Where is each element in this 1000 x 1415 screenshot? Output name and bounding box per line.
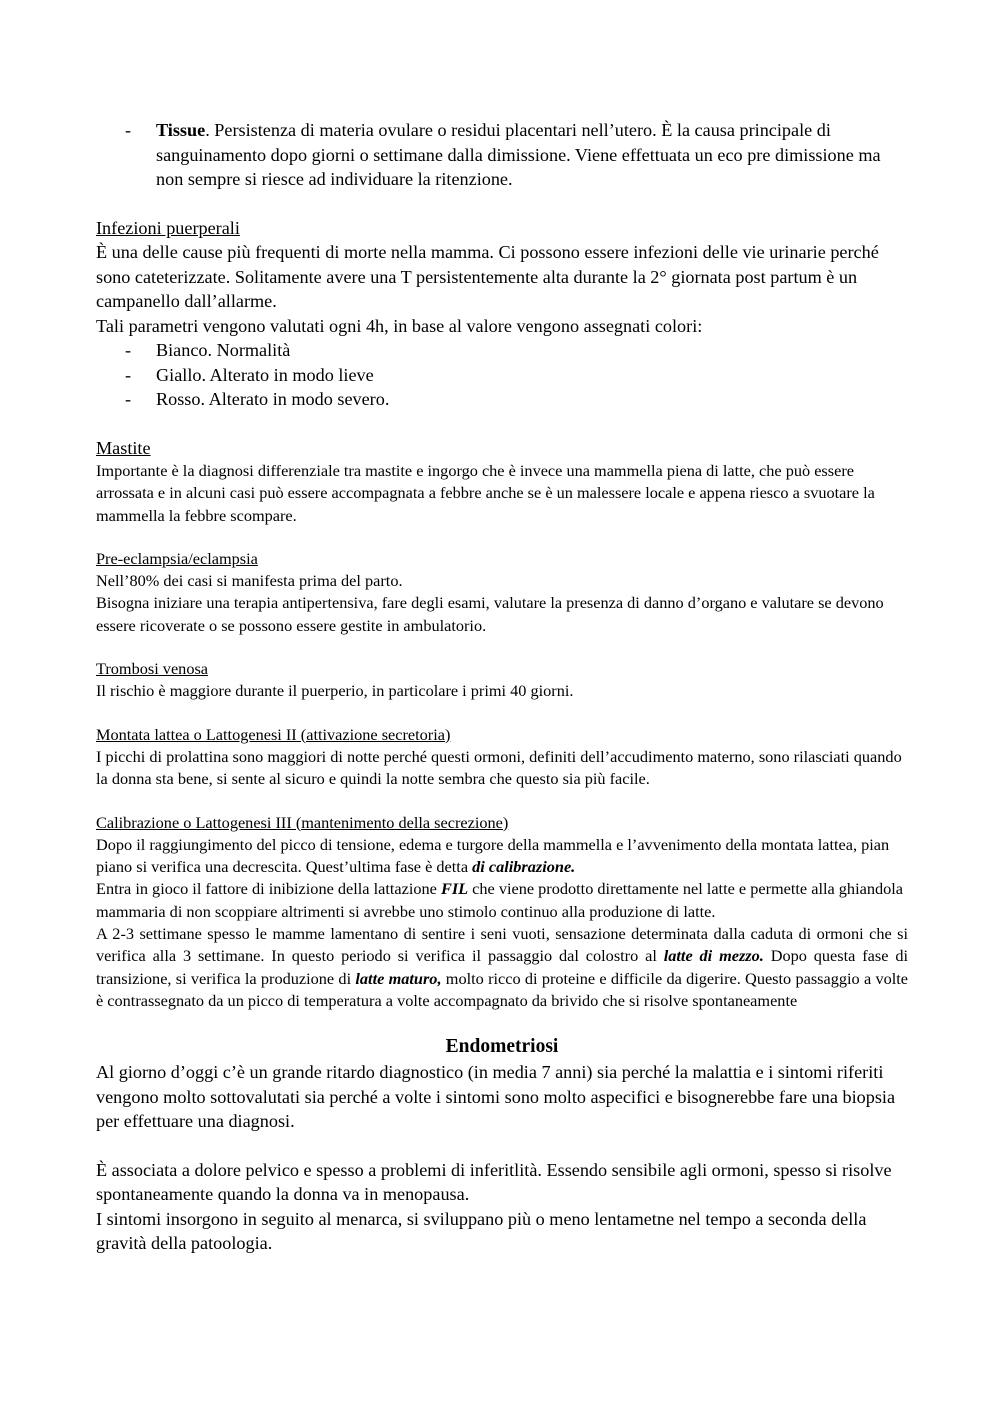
section-infezioni [96, 216, 908, 412]
emphasis: FIL [440, 879, 469, 899]
paragraph: Nell’80% dei casi si manifesta prima del parto. [96, 571, 403, 591]
section-heading: Infezioni puerperali [96, 217, 240, 238]
text-run: molto ricco di proteine e difficile da digerire. Questo passaggio a volte è contrassegnato da un picco di temperatura a volte accompagnato da brivido che si risolve spontaneamente [96, 968, 908, 1010]
paragraph: Il rischio è maggiore durante il puerperio, in particolare i primi 40 giorni. [96, 681, 574, 701]
section-montata-lattea [96, 724, 908, 791]
emphasis: latte di mezzo. [663, 946, 764, 966]
emphasis: di calibrazione. [472, 857, 576, 877]
text-run: Dopo il raggiungimento del picco di tensione, edema e turgore della mammella e l’avvenimento della montata lattea, pian piano si verifica una decrescita. Quest’ultima fase è detta [96, 834, 890, 877]
paragraph: I sintomi insorgono in seguito al menarca, si sviluppano più o meno lentametne nel tempo a seconda della gravità della patoologia. [96, 1208, 867, 1254]
section-endometriosi [96, 1034, 908, 1256]
section-trombosi [96, 658, 908, 703]
text-run: Entra in gioco il fattore di inibizione della lattazione [96, 879, 441, 899]
section-heading: Montata lattea o Lattogenesi II (attivazione secretoria) [96, 724, 451, 744]
paragraph: Bisogna iniziare una terapia antipertensiva, fare degli esami, valutare la presenza di danno d’organo e valutare se devono essere ricoverate o se possono essere gestite in ambulatorio. [96, 593, 884, 635]
section-heading: Calibrazione o Lattogenesi III (mantenimento della secrezione) [96, 812, 509, 832]
paragraph [96, 834, 908, 879]
section-mastite [96, 436, 908, 527]
paragraph [96, 923, 908, 1012]
paragraph: Importante è la diagnosi differenziale tra mastite e ingorgo che è invece una mammella piena di latte, che può essere arrossata e in alcuni casi può essere accompagnata a febbre anche se è un malessere locale e appena riesco a svuotare la mammella la febbre scompare. [96, 461, 875, 525]
section-heading: Trombosi venosa [96, 659, 209, 679]
section-preeclampsia [96, 548, 908, 637]
list-item: - Giallo. Alterato in modo lieve [96, 363, 908, 388]
list-item [96, 118, 908, 192]
text-run: A 2-3 settimane spesso le mamme lamentano di sentire i seni vuoti, sensazione determinata dalla caduta di ormoni che si verifica alla 3 settimane. In questo periodo si verifica il passaggio dal colostro al [96, 924, 908, 966]
tissue-list [96, 118, 908, 192]
tissue-text: . Persistenza di materia ovulare o residui placentari nell’utero. È la causa principale di sanguinamento dopo giorni o settimane dalla dimissione. Viene effettuata un eco pre dimissione ma non sempre si riesce ad individuare la ritenzione. [156, 120, 881, 189]
section-calibrazione [96, 812, 908, 1013]
section-heading: Pre-eclampsia/eclampsia [96, 548, 258, 568]
text-run: che viene prodotto direttamente nel latte e permette alla ghiandola mammaria di non scoppiare altrimenti si avrebbe uno stimolo continuo alla produzione di latte. [96, 879, 903, 921]
document-page [96, 118, 908, 1256]
paragraph: È associata a dolore pelvico e spesso a problemi di inferitlità. Essendo sensibile agli ormoni, spesso si risolve spontaneamente quando la donna va in menopausa. [96, 1159, 892, 1205]
paragraph: I picchi di prolattina sono maggiori di notte perché questi ormoni, definiti dell’accudimento materno, sono rilasciati quando la donna sta bene, si sente al sicuro e quindi la notte sembra che questo sia più facile. [96, 746, 902, 789]
color-list [96, 338, 908, 412]
paragraph [96, 878, 908, 923]
emphasis: latte maturo, [355, 968, 442, 988]
text-run: Dopo questa fase di transizione, si verifica la produzione di [96, 946, 908, 988]
paragraph: Tali parametri vengono valutati ogni 4h, in base al valore vengono assegnati colori: [96, 315, 703, 336]
section-heading: Mastite [96, 437, 151, 458]
list-item: - Bianco. Normalità [96, 338, 908, 363]
page-title: Endometriosi [445, 1036, 559, 1058]
paragraph: È una delle cause più frequenti di morte nella mamma. Ci possono essere infezioni delle vie urinarie perché sono cateterizzate. Solitamente avere una T persistentemente alta durante la 2° giornata post partum è un campanello dall’allarme. [96, 242, 879, 311]
tissue-term: Tissue [156, 120, 206, 140]
paragraph: Al giorno d’oggi c’è un grande ritardo diagnostico (in media 7 anni) sia perché la malattia e i sintomi riferiti vengono molto sottovalutati sia perché a volte i sintomi sono molto aspecifici e bisognerebbe fare una biopsia per effettuare una diagnosi. [96, 1062, 896, 1132]
list-item: - Rosso. Alterato in modo severo. [96, 387, 908, 412]
